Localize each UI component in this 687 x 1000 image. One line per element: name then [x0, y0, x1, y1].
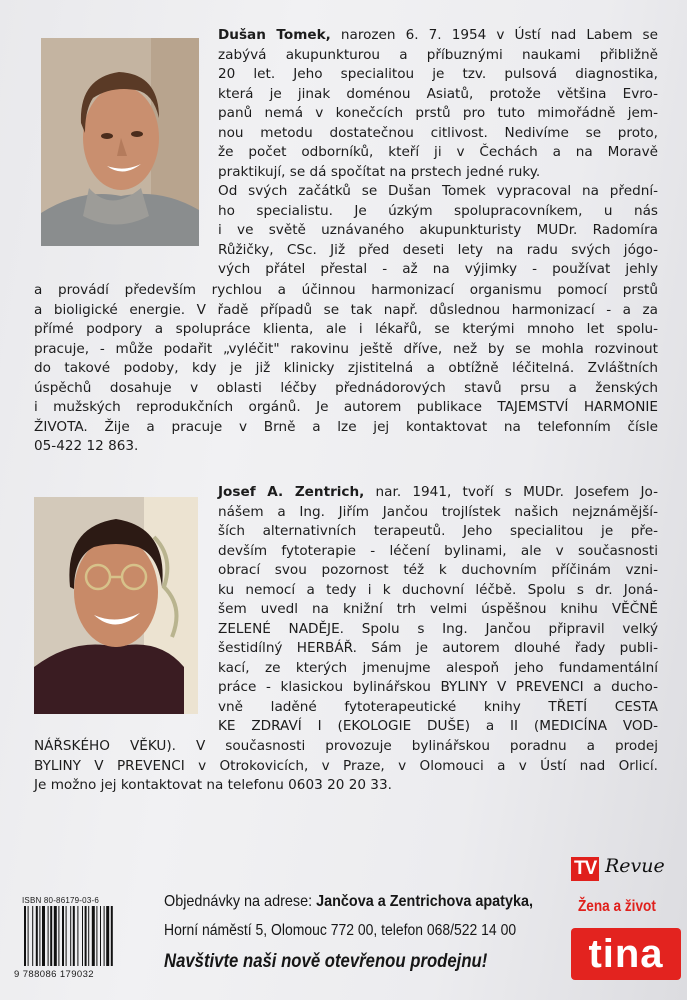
author2-line: Josef A. Zentrich, nar. 1941, tvoří s MUDr. Josefem Jo-	[218, 484, 658, 500]
author2-line: ších alternativních terapeutů. Jeho specialitou je pře-	[218, 523, 658, 539]
barcode-icon	[22, 906, 150, 966]
author2-line: ZELENÉ NADĚJE. Spolu s Ing. Jančou připravil velký	[218, 620, 658, 637]
author2-line: šem uvedl na knižní trh velmi úspěšnou knihu VĚČNĚ	[218, 601, 658, 617]
barcode-bar	[88, 906, 89, 966]
barcode-bar	[104, 906, 105, 966]
barcode-bar	[92, 906, 95, 966]
author2-line: vně laděné fytoterapeutické knihy TŘETÍ CESTA	[218, 698, 658, 715]
author1-line: přímé podpory a spolupráce klienta, ale i lékařů, se kterými mnoho let spolu-	[34, 321, 658, 337]
author1-line: zabývá akupunkturou a příbuznými naukami přibližně	[218, 46, 658, 63]
author1-line: panů nemá v konečcích prstů pro tuto mimořádně jem-	[218, 105, 658, 121]
barcode-bar	[54, 906, 57, 966]
author1-line: a provádí především rychlou a účinnou harmonizací organismu pomocí prstů	[34, 282, 658, 298]
author1-line: 05-422 12 863.	[34, 438, 139, 454]
barcode-bar	[77, 906, 78, 966]
author1-line: úspěchů dosahuje v oblasti léčby přednádorových stavů prsu a ženských	[34, 379, 658, 396]
author2-line: KE ZDRAVÍ I (EKOLOGIE DUŠE) a II (MEDICÍNA VOD-	[218, 718, 658, 734]
author1-line: nou metodu dostatečnou citlivost. Nedivíme se proto,	[218, 124, 658, 141]
author1-line: ŽIVOTA. Žije a pracuje v Brně a lze jej kontaktovat na telefonním čísle	[34, 418, 658, 435]
barcode-bar	[73, 906, 75, 966]
author1-line: která je jinak doménou Asiatů, protože většina Evro-	[218, 85, 658, 102]
barcode-bar	[42, 906, 45, 966]
author2-line: nášem a Ing. Jiřím Jančou trojlístek našich nejznámější-	[218, 503, 658, 520]
author2-line: BYLINY V PREVENCI v Otrokovicích, v Praze, v Olomouci a v Ústí nad Orlicí.	[34, 757, 658, 774]
author-photo-zentrich	[34, 497, 198, 714]
tv-logo-box: TV	[571, 857, 599, 881]
author2-name: Josef A. Zentrich,	[218, 484, 365, 500]
barcode-bar	[106, 906, 109, 966]
barcode-bar	[32, 906, 33, 966]
barcode-bar	[66, 906, 67, 966]
barcode-bar	[111, 906, 113, 966]
author1-line: 20 let. Jeho specialitou je tzv. pulsová diagnostika,	[218, 66, 658, 82]
author-photo-tomek	[41, 38, 199, 246]
author2-bio-top	[218, 483, 658, 737]
order-address-line	[164, 893, 533, 911]
author1-line: že počet odborníků, kteří ji v Čechách a na Moravě	[218, 144, 658, 160]
tv-revue-logo	[571, 855, 675, 889]
barcode-bar	[100, 906, 101, 966]
portrait-illustration	[41, 38, 199, 246]
order-street-address: Horní náměstí 5, Olomouc 772 00, telefon 068/522 14 00	[164, 922, 517, 939]
author1-line: a bioligické energie. V řadě případů se tak např. důslednou harmonizací - a za	[34, 301, 658, 318]
author2-line: devším fytoterapie - léčení bylinami, ale v současnosti	[218, 542, 658, 559]
isbn-label: ISBN 80-86179-03-6	[22, 896, 99, 905]
author2-line: NÁŘSKÉHO VĚKU). V současnosti provozuje bylinářskou poradnu a prodej	[34, 738, 658, 754]
author1-line: ho specialistu. Je úzkým spolupracovníkem, u nás	[218, 202, 658, 219]
author1-name: Dušan Tomek,	[218, 27, 331, 43]
author2-line: obrací svou pozornost též k duchovním příčinám vzni-	[218, 562, 658, 578]
tina-logo: tina	[571, 928, 681, 980]
author1-line: i ve světě uznávaného akupunkturisty MUDr. Radomíra	[218, 222, 658, 238]
barcode-bar	[28, 906, 29, 966]
barcode-bar	[82, 906, 83, 966]
author2-line: Je možno jej kontaktovat na telefonu 0603 20 20 33.	[34, 777, 392, 793]
barcode-bar	[48, 906, 49, 966]
author1-line: i mužských reprodukčních orgánů. Je autorem publikace TAJEMSTVÍ HARMONIE	[34, 399, 658, 415]
barcode-bar	[50, 906, 52, 966]
barcode-bar	[85, 906, 87, 966]
author2-bio-bottom	[34, 737, 658, 796]
barcode-bar	[58, 906, 59, 966]
author2-line: šestidílný HERBÁŘ. Sám je autorem dlouhé řady publi-	[218, 640, 658, 656]
author2-line: ku nemocí a tedy i k duchovní léčbě. Spolu s dr. Joná-	[218, 581, 658, 598]
author1-line: Dušan Tomek, narozen 6. 7. 1954 v Ústí nad Labem se	[218, 27, 659, 43]
order-name: Jančova a Zentrichova apatyka,	[316, 893, 533, 910]
author1-line: do takové podoby, kdy je již klinicky zjistitelná a obtížně léčitelná. Zvláštních	[34, 360, 658, 376]
barcode-bar	[24, 906, 26, 966]
store-slogan: Navštivte naši nově otevřenou prodejnu!	[164, 951, 488, 972]
portrait-illustration	[34, 497, 198, 714]
barcode-bar	[96, 906, 97, 966]
barcode-bar	[70, 906, 71, 966]
revue-logo-text: Revue	[605, 855, 665, 877]
author2-line: kací, ze kterých jmenujme alespoň jeho fundamentální	[218, 659, 658, 676]
author2-line: práce - klasickou bylinářskou BYLINY V PREVENCI a ducho-	[218, 679, 658, 695]
author1-line: Růžičky, CSc. Již před deseti lety na radu svých jógo-	[218, 241, 658, 258]
barcode-bar	[39, 906, 40, 966]
author1-bio-top	[218, 26, 658, 280]
barcode-bar	[36, 906, 38, 966]
barcode-bar	[62, 906, 64, 966]
author1-line: praktikují, se dá spočítat na prstech jedné ruky.	[218, 163, 541, 180]
order-prefix: Objednávky na adrese:	[164, 893, 317, 910]
author1-bio-bottom	[34, 281, 658, 457]
author1-line: vých přátel přestal - až na výjimky - používat jehly	[218, 261, 658, 277]
zena-a-zivot-logo: Žena a život	[578, 898, 656, 915]
author1-line: pracuje, - může podařit „vyléčit" rakovinu ještě dříve, než by se mohla rozvinout	[34, 340, 658, 357]
author1-line: Od svých začátků se Dušan Tomek vypracoval na přední-	[218, 183, 658, 199]
barcode-number: 9 788086 179032	[14, 969, 94, 980]
